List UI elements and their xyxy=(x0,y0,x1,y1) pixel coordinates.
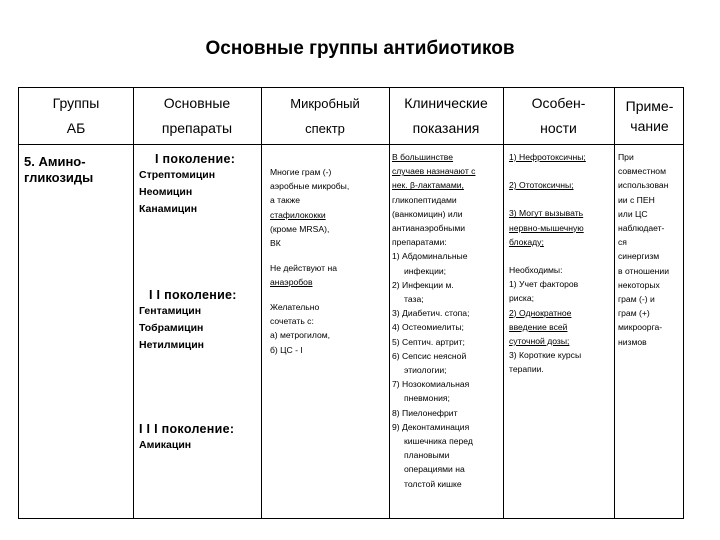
feature-line: нервно-мышечную xyxy=(509,222,584,233)
drug-item: Тобрамицин xyxy=(139,322,204,334)
spectrum-combination xyxy=(270,300,386,357)
indication-item: толстой кишке xyxy=(404,478,462,489)
spectrum-line: Желательно xyxy=(270,302,320,312)
header-notes-line1: Приме- xyxy=(625,98,674,114)
generation-label: I I поколение: xyxy=(149,288,237,302)
indication-item: кишечника перед xyxy=(404,436,473,447)
indication-intro-line: антианаэробными xyxy=(392,223,466,234)
header-indications xyxy=(389,88,503,144)
indication-intro-line: (ванкомицин) или xyxy=(392,208,463,219)
feature-line: риска; xyxy=(509,293,534,304)
generation-label: I поколение: xyxy=(155,152,236,166)
feature-line: 1) Нефротоксичны; xyxy=(509,152,586,162)
header-indications-line1: Клинические xyxy=(404,95,488,111)
feature-line: блокаду; xyxy=(509,236,544,247)
feature-line: 2) Однократное xyxy=(509,307,572,318)
features xyxy=(509,150,613,377)
spectrum-line: анаэробов xyxy=(270,277,313,288)
indication-intro-line: гликопептидами xyxy=(392,194,457,205)
indication-item: 4) Остеомиелиты; xyxy=(392,322,464,333)
note-line: синергизм xyxy=(618,251,660,262)
indication-item: 2) Инфекции м. xyxy=(392,279,454,290)
note-line: грам (+) xyxy=(618,308,650,319)
generation-2 xyxy=(139,287,257,354)
header-groups-line2: АБ xyxy=(66,120,86,136)
indication-item: инфекции; xyxy=(404,265,447,276)
drug-item: Гентамицин xyxy=(139,305,202,317)
note-line: или ЦС xyxy=(618,208,648,219)
header-features-line1: Особен- xyxy=(531,95,586,111)
header-spectrum xyxy=(261,88,389,144)
indication-item: 8) Пиелонефрит xyxy=(392,407,458,418)
header-spectrum-line2: спектр xyxy=(305,121,345,136)
column-divider xyxy=(389,88,390,518)
column-divider xyxy=(133,88,134,518)
drug-item: Нетилмицин xyxy=(139,339,205,351)
spectrum-line: а) метрогилом, xyxy=(270,330,331,341)
spectrum-line: б) ЦС - I xyxy=(270,344,303,355)
indication-item: таза; xyxy=(404,294,424,305)
column-divider xyxy=(503,88,504,518)
indications xyxy=(392,150,502,491)
note-line: При xyxy=(618,152,634,162)
indication-item: 3) Диабетич. стопа; xyxy=(392,308,470,319)
note-line: низмов xyxy=(618,336,647,347)
drug-item: Стрептомицин xyxy=(139,169,216,181)
notes xyxy=(618,150,684,349)
feature-line: терапии. xyxy=(509,364,544,375)
feature-line: 3) Могут вызывать xyxy=(509,208,584,219)
feature-line: 1) Учет факторов xyxy=(509,279,579,290)
feature-line: введение всей xyxy=(509,321,568,332)
indication-item: плановыми xyxy=(404,450,450,461)
indication-item: 7) Нозокомиальная xyxy=(392,379,470,390)
spectrum-line: Многие грам (-) xyxy=(270,167,332,177)
spectrum-anaerobes xyxy=(270,261,386,289)
indication-item: этиологии; xyxy=(404,365,447,376)
note-line: использован xyxy=(618,180,669,191)
group-name-line2: гликозиды xyxy=(24,170,94,185)
indication-item: 5) Септич. артрит; xyxy=(392,336,465,347)
header-drugs-line2: препараты xyxy=(161,120,233,136)
indication-intro-line: случаев назначают с xyxy=(392,166,476,177)
note-line: ся xyxy=(618,237,627,248)
note-line: некоторых xyxy=(618,279,660,290)
spectrum-line: стафилококки xyxy=(270,209,326,220)
spectrum-line: ВК xyxy=(270,238,281,249)
note-line: наблюдает- xyxy=(618,223,665,234)
generation-1 xyxy=(139,151,257,218)
spectrum-line: (кроме MRSA), xyxy=(270,223,330,234)
antibiotics-table xyxy=(18,87,684,519)
column-divider xyxy=(261,88,262,518)
feature-line: Необходимы: xyxy=(509,265,563,276)
note-line: совместном xyxy=(618,166,666,177)
header-notes-line2: чание xyxy=(630,118,669,134)
indication-item: пневмония; xyxy=(404,393,450,404)
feature-spacer xyxy=(509,192,613,206)
header-features-line2: ности xyxy=(540,120,577,136)
header-notes xyxy=(614,88,685,144)
spectrum-line: аэробные микробы, xyxy=(270,181,350,192)
header-spectrum-line1: Микробный xyxy=(290,96,360,111)
indication-item: 6) Сепсис неясной xyxy=(392,350,467,361)
indication-intro-line: В большинстве xyxy=(392,152,454,162)
spectrum-line: Не действуют на xyxy=(270,263,337,273)
page-title: Основные группы антибиотиков xyxy=(205,38,515,59)
header-groups-line1: Группы xyxy=(52,95,100,111)
note-line: в отношении xyxy=(618,265,670,276)
drug-item: Амикацин xyxy=(139,439,192,451)
column-divider xyxy=(614,88,615,518)
spectrum-main xyxy=(270,165,386,250)
feature-line: суточной дозы; xyxy=(509,336,570,347)
group-name-line1: 5. Амино- xyxy=(24,154,86,169)
feature-line: 2) Ототоксичны; xyxy=(509,180,574,191)
generation-label: I I I поколение: xyxy=(139,422,235,436)
feature-spacer xyxy=(509,164,613,178)
header-divider xyxy=(19,144,683,145)
header-groups xyxy=(19,88,133,144)
drug-item: Канамицин xyxy=(139,203,198,215)
indication-intro-line: нек. β-лактамами, xyxy=(392,180,464,191)
note-line: ии с ПЕН xyxy=(618,194,655,205)
note-line: микроорга- xyxy=(618,322,663,333)
drug-item: Неомицин xyxy=(139,186,193,198)
header-indications-line2: показания xyxy=(412,120,480,136)
indication-item: 9) Деконтаминация xyxy=(392,421,470,432)
feature-line: 3) Короткие курсы xyxy=(509,350,582,361)
indication-item: 1) Абдоминальные xyxy=(392,251,468,262)
indication-intro-line: препаратами: xyxy=(392,237,447,248)
feature-spacer xyxy=(509,249,613,263)
note-line: грам (-) и xyxy=(618,294,655,305)
antibiotic-group xyxy=(24,154,93,186)
header-drugs-line1: Основные xyxy=(163,95,231,111)
header-features xyxy=(503,88,614,144)
spectrum-line: сочетать с: xyxy=(270,316,314,327)
header-drugs xyxy=(133,88,261,144)
spectrum-line: а также xyxy=(270,195,301,206)
indication-item: операциями на xyxy=(404,464,465,475)
generation-3 xyxy=(139,421,257,454)
